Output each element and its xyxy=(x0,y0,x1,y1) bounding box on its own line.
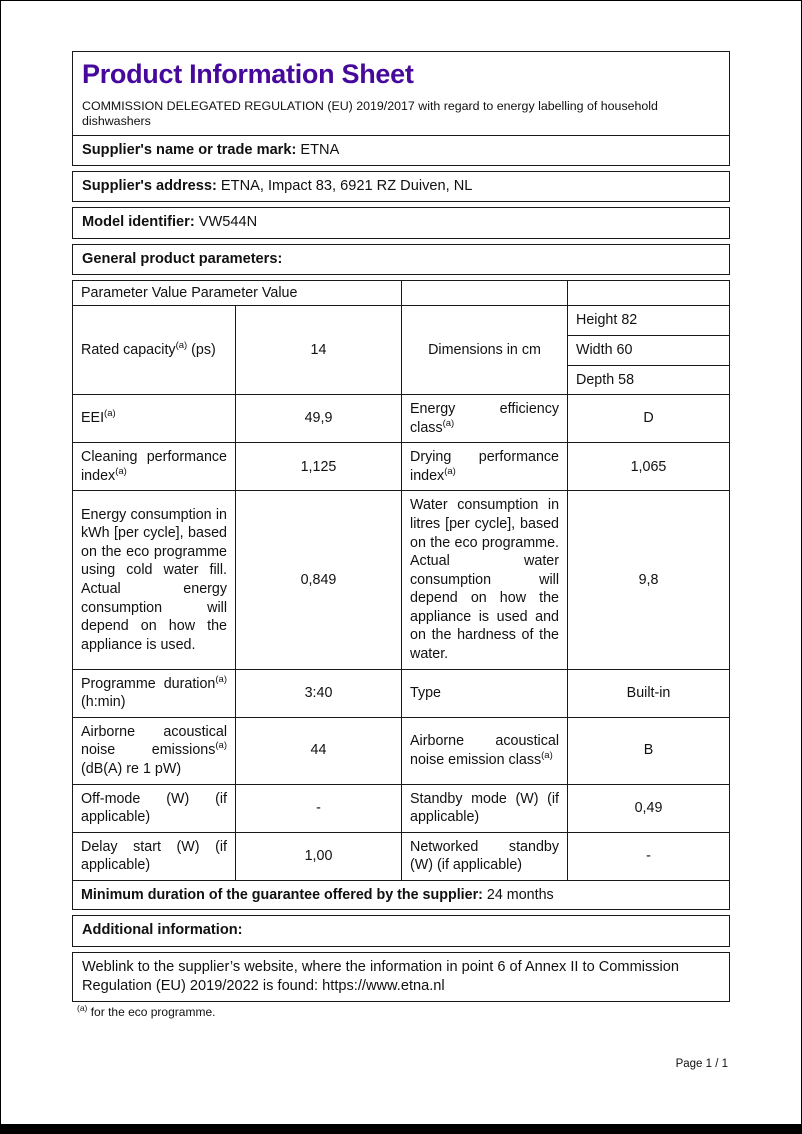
dimension-depth-value: Depth 58 xyxy=(568,365,730,395)
table-row-offmode xyxy=(73,784,730,832)
model-identifier-value: VW544N xyxy=(198,214,258,231)
footnote-ref-a: (a) xyxy=(215,673,227,685)
footnote-ref-a: (a) xyxy=(541,749,553,761)
dimension-width-value: Width 60 xyxy=(568,335,730,365)
page-bottom-edge xyxy=(1,1124,801,1133)
parameters-table xyxy=(72,280,730,911)
footnote-marker-a: (a) xyxy=(77,1003,88,1014)
networked-standby-label: Networked standby (W) (if applicable) xyxy=(402,832,568,880)
general-parameters-label: General product parameters: xyxy=(82,250,283,267)
table-row-cleaning xyxy=(73,443,730,491)
supplier-name-row xyxy=(72,135,730,166)
rated-capacity-unit: (ps) xyxy=(187,341,216,358)
footnote-eco-programme xyxy=(72,1005,730,1021)
footnote-ref-a: (a) xyxy=(115,466,127,478)
supplier-address-value: ETNA, Impact 83, 6921 RZ Duiven, NL xyxy=(220,178,473,195)
supplier-name-label: Supplier's name or trade mark: xyxy=(82,141,297,158)
energy-consumption-value: 0,849 xyxy=(236,491,402,669)
cleaning-index-text: Cleaning performance index xyxy=(81,449,227,484)
guarantee-value: 24 months xyxy=(486,886,554,903)
noise-emissions-label xyxy=(73,717,236,784)
rated-capacity-text: Rated capacity xyxy=(81,341,176,358)
programme-duration-unit: (h:min) xyxy=(81,694,126,711)
eei-label xyxy=(73,395,236,443)
type-label: Type xyxy=(402,669,568,717)
footnote-ref-a: (a) xyxy=(104,408,116,420)
programme-duration-label xyxy=(73,669,236,717)
footnote-ref-a: (a) xyxy=(444,466,456,478)
general-parameters-header xyxy=(72,244,730,275)
cleaning-index-label xyxy=(73,443,236,491)
dimension-height-value: Height 82 xyxy=(568,306,730,336)
guarantee-label: Minimum duration of the guarantee offered by the supplier: xyxy=(81,886,483,903)
networked-standby-value: - xyxy=(568,832,730,880)
programme-duration-text: Programme duration xyxy=(81,675,216,692)
additional-information-label: Additional information: xyxy=(82,922,243,939)
programme-duration-value: 3:40 xyxy=(236,669,402,717)
energy-class-value: D xyxy=(568,395,730,443)
table-row-noise xyxy=(73,717,730,784)
guarantee-cell xyxy=(73,880,730,910)
noise-class-value: B xyxy=(568,717,730,784)
water-consumption-value: 9,8 xyxy=(568,491,730,669)
footnote-ref-a: (a) xyxy=(442,417,455,429)
regulation-subtitle: COMMISSION DELEGATED REGULATION (EU) 2019/2017 with regard to energy labelling of household dishwashers xyxy=(82,99,658,128)
model-identifier-label: Model identifier: xyxy=(82,214,195,231)
noise-class-text: Airborne acoustical noise emission class xyxy=(410,733,560,768)
table-row-eei xyxy=(73,395,730,443)
offmode-label: Off-mode (W) (if applicable) xyxy=(73,784,236,832)
page-number: Page 1 / 1 xyxy=(675,1058,728,1070)
table-header-cell: Parameter Value Parameter Value xyxy=(73,280,402,306)
cleaning-index-value: 1,125 xyxy=(236,443,402,491)
delay-start-value: 1,00 xyxy=(236,832,402,880)
eei-value: 49,9 xyxy=(236,395,402,443)
supplier-address-row xyxy=(72,171,730,202)
footnote-text: for the eco programme. xyxy=(87,1005,216,1020)
footnote-ref-a: (a) xyxy=(175,340,188,352)
standby-value: 0,49 xyxy=(568,784,730,832)
weblink-text: Weblink to the supplier’s website, where the information in point 6 of Annex II to Commission Regulation (EU) 2019/2022 is found: xyxy=(82,958,680,994)
weblink-row xyxy=(72,952,730,1003)
rated-capacity-value: 14 xyxy=(236,306,402,395)
model-identifier-row xyxy=(72,207,730,238)
supplier-name-value: ETNA xyxy=(300,141,340,158)
page-title: Product Information Sheet xyxy=(82,59,414,89)
table-row-consumption xyxy=(73,491,730,669)
drying-index-text: Drying performance index xyxy=(410,449,560,484)
dimensions-label: Dimensions in cm xyxy=(402,306,568,395)
rated-capacity-label xyxy=(73,306,236,395)
offmode-value: - xyxy=(236,784,402,832)
drying-index-value: 1,065 xyxy=(568,443,730,491)
delay-start-label: Delay start (W) (if applicable) xyxy=(73,832,236,880)
supplier-address-label: Supplier's address: xyxy=(82,178,217,195)
noise-class-label xyxy=(402,717,568,784)
table-row-duration xyxy=(73,669,730,717)
eei-text: EEI xyxy=(81,410,105,427)
product-info-sheet xyxy=(72,51,730,1021)
energy-consumption-label: Energy consumption in kWh [per cycle], based on the eco programme using cold water fill. Actual energy consumption will depend on how the appliance is used. xyxy=(73,491,236,669)
type-value: Built-in xyxy=(568,669,730,717)
table-row-guarantee xyxy=(73,880,730,910)
energy-class-text: Energy efficiency class xyxy=(410,401,560,436)
table-row-delay xyxy=(73,832,730,880)
additional-information-header xyxy=(72,915,730,946)
noise-emissions-value: 44 xyxy=(236,717,402,784)
standby-label: Standby mode (W) (if applicable) xyxy=(402,784,568,832)
footnote-ref-a: (a) xyxy=(215,740,227,752)
table-header-empty-cell xyxy=(568,280,730,306)
energy-class-label xyxy=(402,395,568,443)
noise-emissions-text: Airborne acoustical noise emissions xyxy=(81,723,227,759)
table-header-row xyxy=(73,280,730,306)
noise-emissions-unit: (dB(A) re 1 pW) xyxy=(81,760,182,777)
table-row-capacity xyxy=(73,306,730,336)
title-block xyxy=(72,51,730,136)
weblink-url[interactable]: https://www.etna.nl xyxy=(322,977,445,994)
table-header-empty-cell xyxy=(402,280,568,306)
drying-index-label xyxy=(402,443,568,491)
water-consumption-label: Water consumption in litres [per cycle], based on the eco programme. Actual water consumption will depend on how the appliance is used and on the hardness of the water. xyxy=(402,491,568,669)
